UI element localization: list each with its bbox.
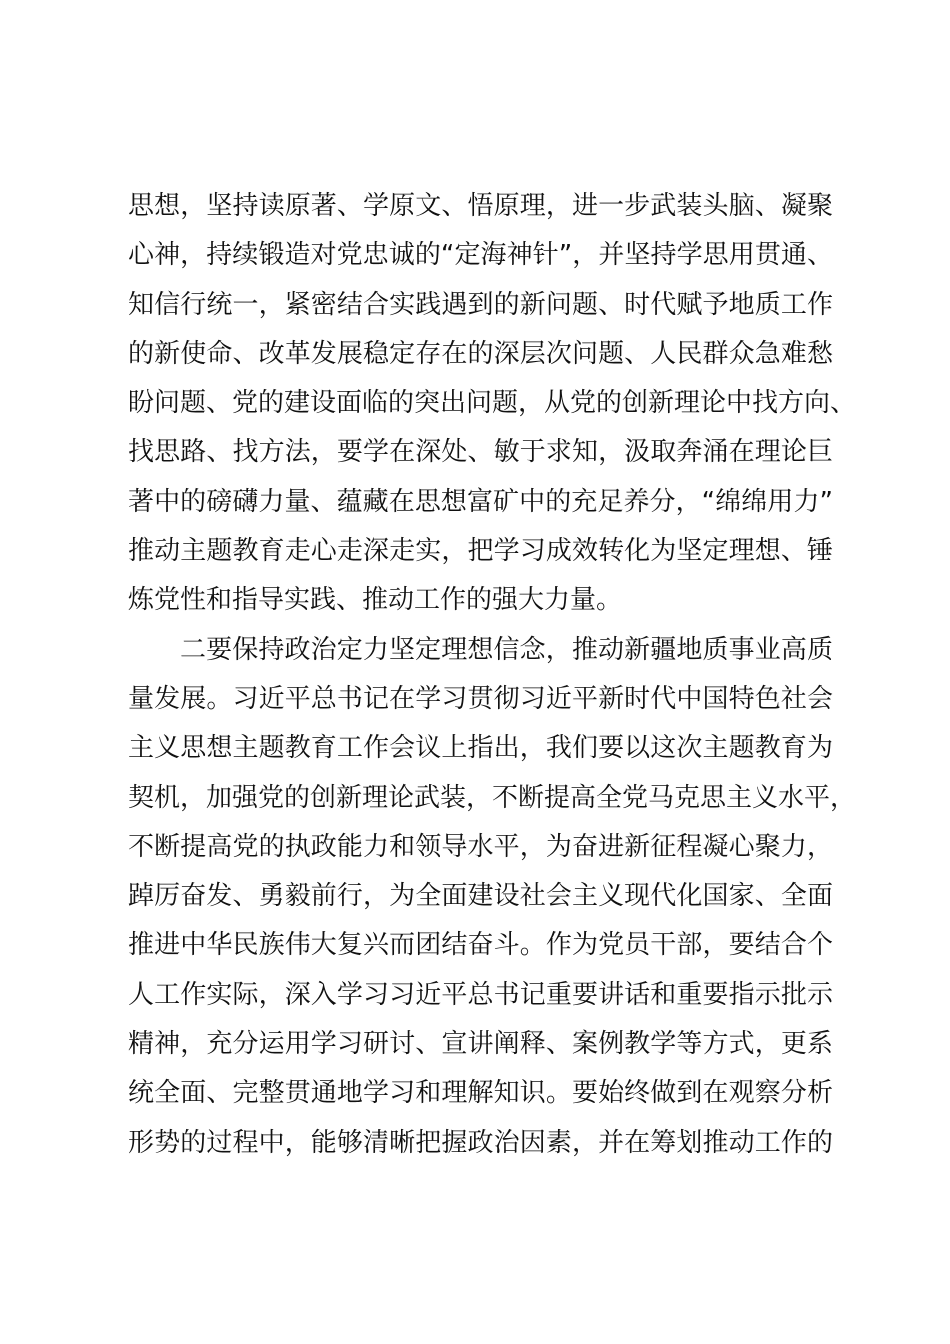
paragraph-start-line: 二要保持政治定力坚定理想信念，推动新疆地质事业高质 [180,634,833,665]
text-line: 踔厉奋发、勇毅前行，为全面建设社会主义现代化国家、全面 [128,881,833,912]
text-line: 盼问题、党的建设面临的突出问题，从党的创新理论中找方向、 [128,388,857,419]
text-line: 炼党性和指导实践、推动工作的强大力量。 [128,585,623,616]
text-line: 统全面、完整贯通地学习和理解知识。要始终做到在观察分析 [128,1078,833,1109]
text-line: 推动主题教育走心走深走实，把学习成效转化为坚定理想、锤 [128,536,833,567]
text-line: 精神，充分运用学习研讨、宣讲阐释、案例教学等方式，更系 [128,1029,833,1060]
text-line: 的新使命、改革发展稳定存在的深层次问题、人民群众急难愁 [128,338,833,369]
text-line: 不断提高党的执政能力和领导水平，为奋进新征程凝心聚力， [128,831,833,862]
text-line: 找思路、找方法，要学在深处、敏于求知，汲取奔涌在理论巨 [128,437,833,468]
text-line: 量发展。习近平总书记在学习贯彻习近平新时代中国特色社会 [128,683,833,714]
text-line: 思想，坚持读原著、学原文、悟原理，进一步武装头脑、凝聚 [128,191,833,221]
body-text [128,182,857,1168]
text-line: 人工作实际，深入学习习近平总书记重要讲话和重要指示批示 [128,979,833,1010]
text-line: 著中的磅礴力量、蕴藏在思想富矿中的充足养分，“绵绵用力” [128,486,833,517]
text-line: 知信行统一，紧密结合实践遇到的新问题、时代赋予地质工作 [128,289,833,320]
text-line: 主义思想主题教育工作会议上指出，我们要以这次主题教育为 [128,733,833,764]
text-line: 形势的过程中，能够清晰把握政治因素，并在筹划推动工作的 [128,1127,833,1158]
text-line: 心神，持续锻造对党忠诚的“定海神针”，并坚持学思用贯通、 [128,240,833,271]
text-line: 契机，加强党的创新理论武装，不断提高全党马克思主义水平， [128,782,857,813]
text-line: 推进中华民族伟大复兴而团结奋斗。作为党员干部，要结合个 [128,930,833,961]
